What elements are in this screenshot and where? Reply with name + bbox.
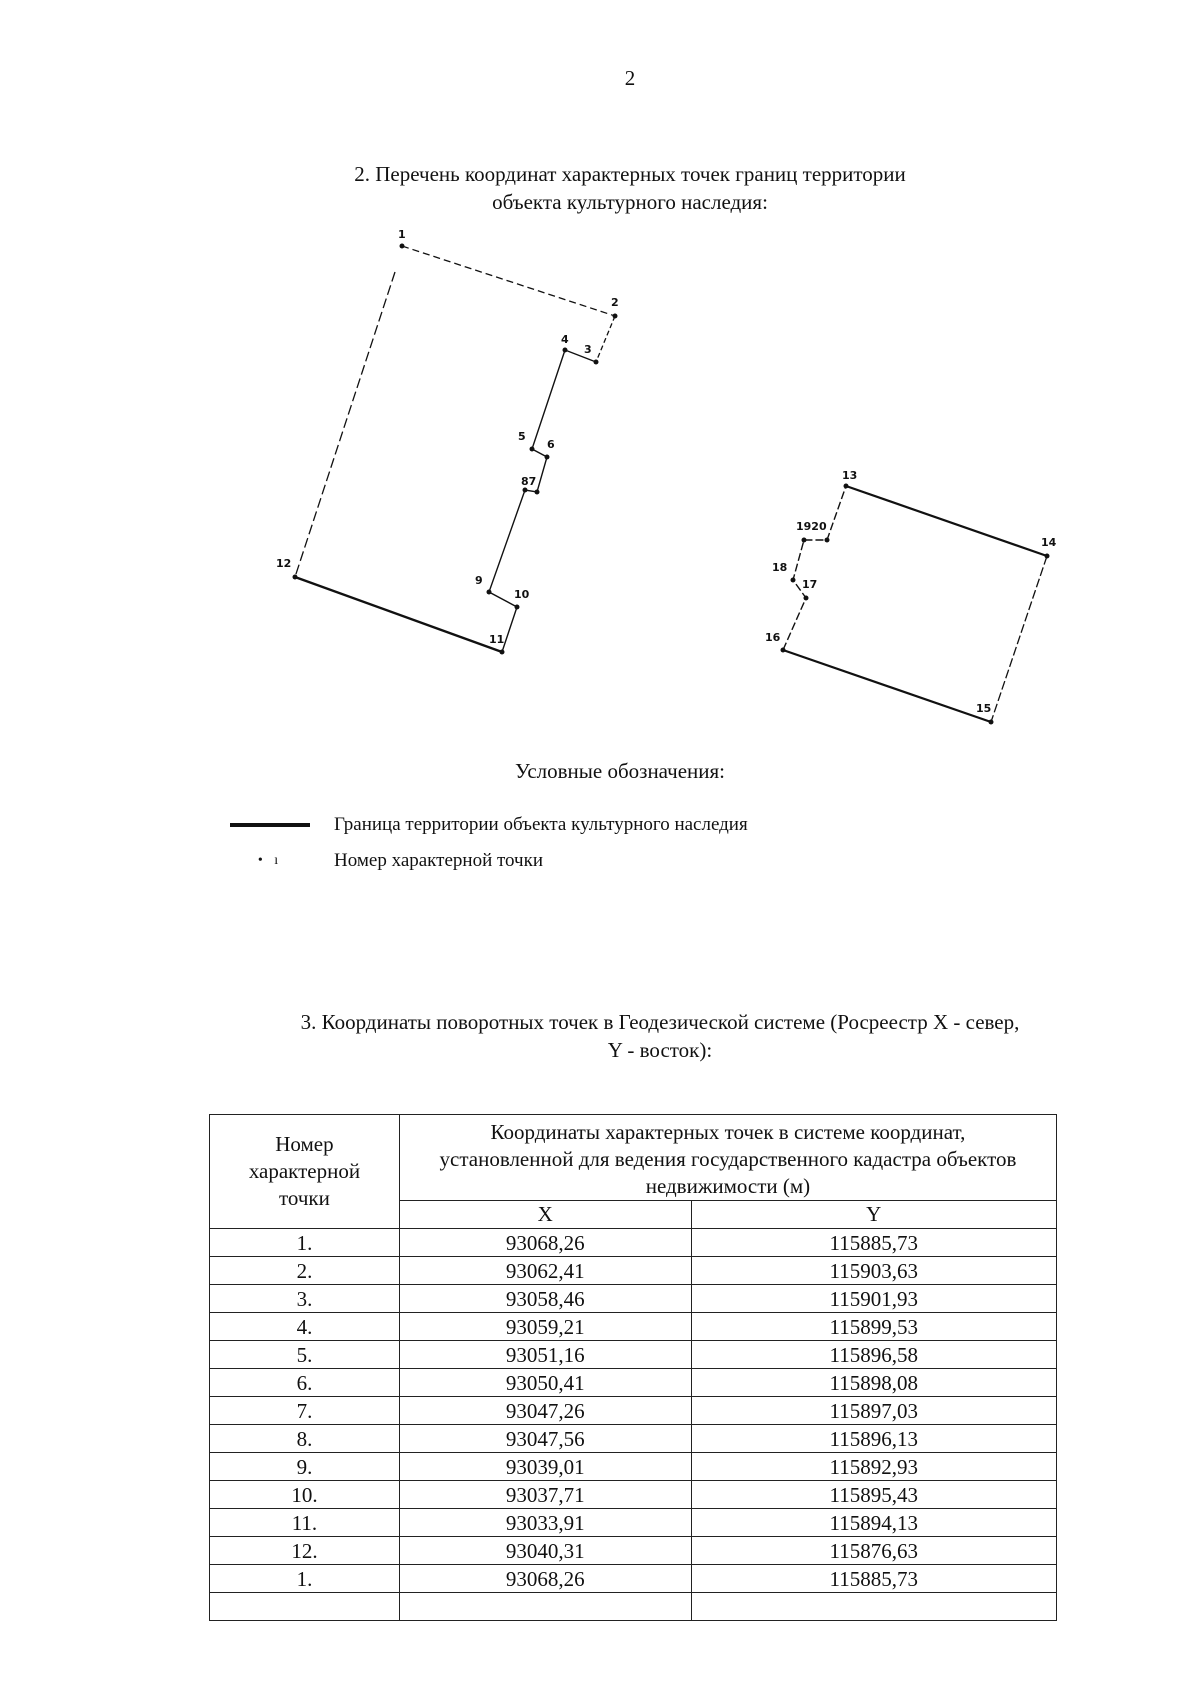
cell-y: 115885,73	[691, 1565, 1057, 1593]
coordinates-table	[209, 1114, 1057, 1621]
cell-x: 93039,01	[399, 1453, 691, 1481]
table-row	[210, 1425, 1057, 1453]
cell-point: 2.	[210, 1257, 400, 1285]
cell-y: 115885,73	[691, 1229, 1057, 1257]
header-coordinates: Координаты характерных точек в системе координат, установленной для ведения государственного кадастра объектов недвижимости (м)	[399, 1115, 1056, 1201]
cell-x: 93050,41	[399, 1369, 691, 1397]
cell-x: 93047,26	[399, 1397, 691, 1425]
cell-point: 10.	[210, 1481, 400, 1509]
point-marker	[487, 590, 492, 595]
table-row	[210, 1565, 1057, 1593]
cell-point: 12.	[210, 1537, 400, 1565]
point-label: 1	[398, 228, 406, 241]
point-label: 3	[584, 343, 592, 356]
boundary-16-17-18-19-20-13	[783, 486, 846, 650]
cell-y: 115896,13	[691, 1425, 1057, 1453]
point-symbol: • ı	[257, 853, 283, 868]
cell-y: 115899,53	[691, 1313, 1057, 1341]
point-marker	[804, 596, 809, 601]
section-3-title-line2: Y - восток):	[607, 1038, 713, 1062]
cell-point: 6.	[210, 1369, 400, 1397]
table-row	[210, 1453, 1057, 1481]
point-marker	[1045, 554, 1050, 559]
point-marker	[613, 314, 618, 319]
cell-x: 93062,41	[399, 1257, 691, 1285]
cell-x: 93047,56	[399, 1425, 691, 1453]
section-3-title-line1: 3. Координаты поворотных точек в Геодезической системе (Росреестр X - север,	[300, 1010, 1020, 1034]
point-label: 13	[842, 469, 858, 482]
table-row	[210, 1285, 1057, 1313]
cell-y: 115901,93	[691, 1285, 1057, 1313]
point-marker	[791, 578, 796, 583]
cell-point: 1.	[210, 1229, 400, 1257]
table-row	[210, 1537, 1057, 1565]
boundary-line-symbol	[230, 823, 310, 827]
point-marker	[400, 244, 405, 249]
characteristic-points	[293, 244, 1050, 725]
cell-point: 4.	[210, 1313, 400, 1341]
point-labels	[276, 228, 1057, 715]
legend-row-boundary	[230, 814, 748, 836]
point-marker	[500, 650, 505, 655]
point-label: 4	[561, 333, 569, 346]
point-label: 9	[475, 574, 483, 587]
cell-point: 3.	[210, 1285, 400, 1313]
point-marker	[563, 348, 568, 353]
boundary-dashed-west	[295, 272, 395, 577]
header-y: Y	[691, 1201, 1057, 1229]
section-2-title-line1: 2. Перечень координат характерных точек границ территории	[354, 162, 906, 186]
point-marker	[594, 360, 599, 365]
legend-point-label: Номер характерной точки	[334, 850, 543, 871]
boundary-13-14	[846, 486, 1047, 556]
cell-point: 1.	[210, 1565, 400, 1593]
boundary-15-16	[783, 650, 991, 722]
point-label: 17	[802, 578, 818, 591]
cell-point: 11.	[210, 1509, 400, 1537]
point-marker	[802, 538, 807, 543]
cell-y	[691, 1593, 1057, 1621]
page-number: 2	[624, 66, 636, 90]
cell-x: 93068,26	[399, 1229, 691, 1257]
table-row	[210, 1313, 1057, 1341]
point-label: 10	[514, 588, 530, 601]
cell-x: 93058,46	[399, 1285, 691, 1313]
point-label: 2	[611, 296, 619, 309]
header-x: X	[399, 1201, 691, 1229]
point-marker	[515, 605, 520, 610]
boundary-14-15	[991, 556, 1047, 722]
cell-y: 115903,63	[691, 1257, 1057, 1285]
cell-y: 115894,13	[691, 1509, 1057, 1537]
point-label: 1920	[796, 520, 827, 533]
point-label: 11	[489, 633, 505, 646]
point-marker	[523, 488, 528, 493]
cell-point: 5.	[210, 1341, 400, 1369]
cell-x: 93033,91	[399, 1509, 691, 1537]
legend-boundary-label: Граница территории объекта культурного наследия	[334, 814, 748, 835]
section-2-title-line2: объекта культурного наследия:	[492, 190, 768, 214]
point-marker	[825, 538, 830, 543]
cell-y: 115876,63	[691, 1537, 1057, 1565]
cell-point: 9.	[210, 1453, 400, 1481]
boundary-2-3	[596, 316, 615, 362]
table-row	[210, 1481, 1057, 1509]
header-point-number: Номер характерной точки	[210, 1115, 400, 1229]
polygon-west	[295, 246, 615, 652]
cell-x	[399, 1593, 691, 1621]
point-marker	[545, 455, 550, 460]
point-label: 6	[547, 438, 555, 451]
legend-row-point	[230, 850, 543, 872]
point-label: 5	[518, 430, 526, 443]
cell-y: 115897,03	[691, 1397, 1057, 1425]
point-label: 15	[976, 702, 992, 715]
cell-y: 115895,43	[691, 1481, 1057, 1509]
point-label: 87	[521, 475, 537, 488]
boundary-dashed-1-2	[402, 246, 615, 316]
table-row	[210, 1369, 1057, 1397]
point-label: 18	[772, 561, 788, 574]
point-marker	[989, 720, 994, 725]
boundary-11-12	[295, 577, 505, 652]
table-row	[210, 1341, 1057, 1369]
table-row	[210, 1397, 1057, 1425]
point-label: 14	[1041, 536, 1057, 549]
legend-title: Условные обозначения:	[514, 759, 726, 783]
point-marker	[844, 484, 849, 489]
cell-point	[210, 1593, 400, 1621]
point-marker	[293, 575, 298, 580]
point-marker	[781, 648, 786, 653]
table-row	[210, 1257, 1057, 1285]
cell-x: 93059,21	[399, 1313, 691, 1341]
cell-point: 7.	[210, 1397, 400, 1425]
boundary-plan	[0, 0, 1200, 760]
cell-y: 115898,08	[691, 1369, 1057, 1397]
table-row	[210, 1509, 1057, 1537]
cell-y: 115896,58	[691, 1341, 1057, 1369]
point-label: 12	[276, 557, 292, 570]
cell-x: 93040,31	[399, 1537, 691, 1565]
section-3-heading	[220, 1008, 1100, 1064]
point-label: 16	[765, 631, 781, 644]
cell-y: 115892,93	[691, 1453, 1057, 1481]
cell-x: 93051,16	[399, 1341, 691, 1369]
cell-x: 93037,71	[399, 1481, 691, 1509]
point-marker	[535, 490, 540, 495]
point-marker	[530, 447, 535, 452]
cell-x: 93068,26	[399, 1565, 691, 1593]
boundary-3-4-5-6-7-8-9-10-11	[489, 350, 596, 652]
table-row	[210, 1229, 1057, 1257]
cell-point: 8.	[210, 1425, 400, 1453]
table-row	[210, 1593, 1057, 1621]
